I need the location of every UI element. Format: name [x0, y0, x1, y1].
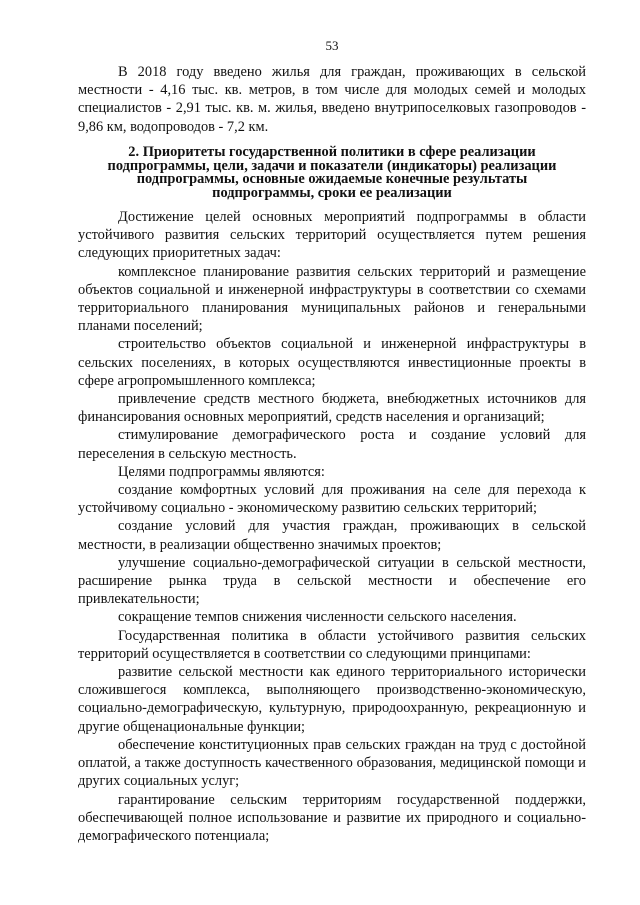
list-item: создание условий для участия граждан, проживающих в сельской местности, в реализации общественно значимых проектов;: [78, 518, 586, 553]
list-item: создание комфортных условий для проживания на селе для перехода к устойчивому социально - экономическому развитию сельских территорий;: [78, 482, 586, 517]
list-item: комплексное планирование развития сельских территорий и размещение объектов социальной и инженерной инфраструктуры в соответствии со схемами территориального планирования муниципальных районов и генеральными планами поселений;: [78, 263, 586, 335]
list-item: стимулирование демографического роста и создание условий для переселения в сельскую местность.: [78, 427, 586, 462]
list-item: гарантирование сельским территориям государственной поддержки, обеспечивающей полное использование и развитие их природного и социально-демографического потенциала;: [78, 791, 586, 844]
section-heading: [78, 146, 586, 200]
intro-block: [78, 63, 586, 136]
paragraph: Целями подпрограммы являются:: [118, 463, 325, 480]
intro-paragraph: В 2018 году введено жилья для граждан, проживающих в сельской местности - 4,16 тыс. кв. метров, в том числе для молодых семей и молодых специалистов - 2,91 тыс. кв. м. жилья, введено внутрипоселковых газопроводов - 9,86 км, водопроводов - 7,2 км.: [78, 64, 586, 135]
section-heading-line: подпрограммы, основные ожидаемые конечные результаты: [136, 171, 528, 187]
list-item: привлечение средств местного бюджета, внебюджетных источников для финансирования основных мероприятий, средств населения и организаций;: [78, 391, 586, 426]
section-heading-line: подпрограммы, сроки ее реализации: [212, 184, 452, 201]
section-heading-line: подпрограммы, цели, задачи и показатели (индикаторы) реализации: [107, 157, 557, 174]
paragraph: Государственная политика в области устойчивого развития сельских территорий осуществляется в соответствии со следующими принципами:: [78, 627, 586, 662]
list-item: развитие сельской местности как единого территориального исторически сложившегося комплекса, выполняющего производственно-экономическую, социально-демографическую, культурную, природоохранную, рекреационную и другие общенациональные функции;: [78, 664, 586, 735]
section-heading-line: 2. Приоритеты государственной политики в сфере реализации: [128, 144, 536, 160]
list-item: обеспечение конституционных прав сельских граждан на труд с достойной оплатой, а также доступность качественного образования, медицинской помощи и других социальных услуг;: [78, 736, 586, 790]
list-item: улучшение социально-демографической ситуации в сельской местности, расширение рынка труда в сельской местности и обеспечение его привлекательности;: [78, 554, 586, 608]
page-number: 53: [325, 38, 339, 53]
paragraph: Достижение целей основных мероприятий подпрограммы в области устойчивого развития сельских территорий осуществляется путем решения следующих приоритетных задач:: [78, 209, 586, 262]
list-item: сокращение темпов снижения численности сельского населения.: [118, 609, 517, 626]
list-item: строительство объектов социальной и инженерной инфраструктуры в сельских поселениях, в которых осуществляются инвестиционные проекты в сфере агропромышленного комплекса;: [78, 336, 586, 389]
body-text: [78, 208, 586, 845]
